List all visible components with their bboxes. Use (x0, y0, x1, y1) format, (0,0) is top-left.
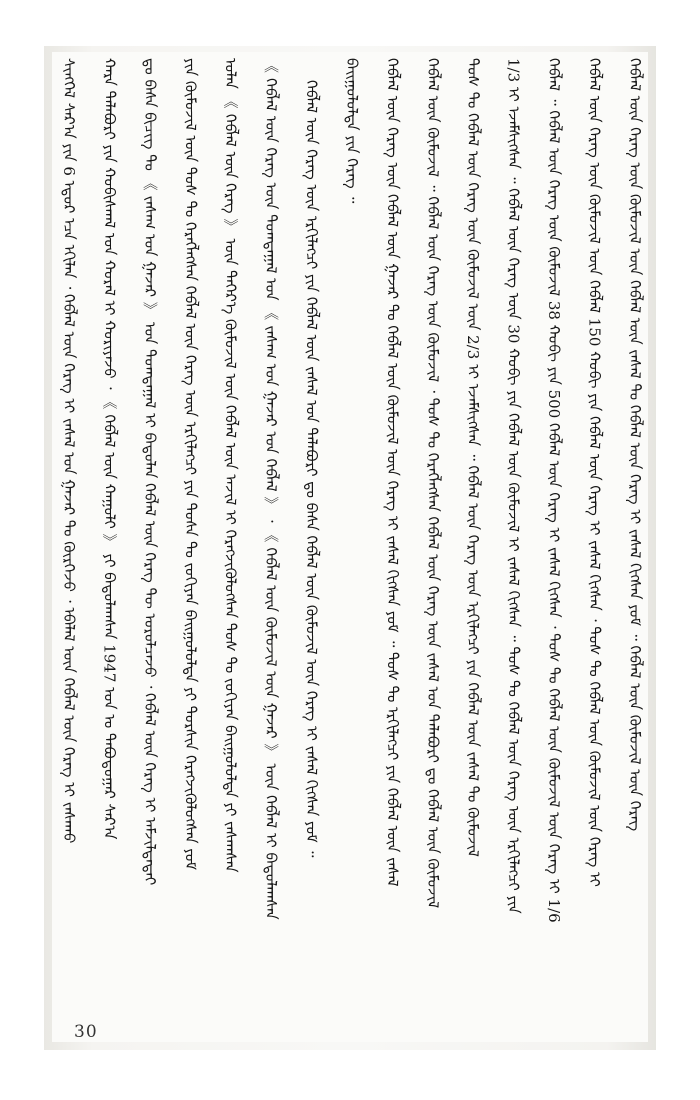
text-column-15: ᠬᠡᠪᠯᠡᠯ ᠦᠨ ᠬᠡᠷᠡᠭ ᠦᠨ ᠬᠦᠮᠦᠵᠢᠯ ᠦᠨ ᠬᠡᠪᠯᠡᠯ ᠦᠨ ᠵᠠᠰᠠᠯ ᠲᠤ ᠬᠡᠪᠯᠡᠯ ᠦᠨ ᠬᠡᠷᠡᠭ ᠢ ᠵᠠᠰᠠᠯ ᠬᠢᠭᠰᠡᠨ ᠶᠤᠮ ᠃ ᠬᠡᠪᠯᠡᠯ ᠦᠨ ᠬᠦᠮᠦᠵᠢᠯ ᠦᠨ ᠬᠡᠷᠡᠭ (625, 58, 644, 832)
text-column-10: ᠬᠡᠪᠯᠡᠯ ᠦᠨ ᠬᠦᠮᠦᠵᠢᠯ ᠃ ᠬᠡᠪᠯᠡᠯ ᠦᠨ ᠬᠡᠷᠡᠭ ᠦᠨ ᠬᠦᠮᠦᠵᠢᠯ ᠂ ᠲᠤᠰ ᠲᠤ ᠬᠡᠷᠡᠭᠯᠡᠭᠰᠡᠨ ᠬᠡᠪᠯᠡᠯ ᠦᠨ ᠬᠡᠷᠡᠭ ᠦᠨ ᠵᠠᠰᠠᠯ ᠤᠨ ᠲᠠᠯᠠᠪᠤᠷᠢ ᠳᠤ ᠬᠡᠪᠯᠡᠯ ᠦᠨ ᠬᠦᠮᠦᠵᠢᠯ (423, 58, 442, 909)
text-column-13: ᠬᠡᠪᠯᠡᠯ ᠃ ᠬᠡᠪᠯᠡᠯ ᠦᠨ ᠬᠡᠷᠡᠭ ᠦᠨ ᠬᠦᠮᠦᠵᠢᠯ 38 ᠬᠤᠪᠢ ᠶᠢᠨ 500 ᠬᠡᠪᠯᠡᠯ ᠦᠨ ᠬᠡᠷᠡᠭ ᠢ ᠵᠠᠰᠠᠯ ᠬᠢᠭᠰᠡᠨ ᠂ ᠲᠤᠰ ᠲᠤ ᠬᠡᠪᠯᠡᠯ ᠦᠨ ᠬᠦᠮᠦᠵᠢᠯ ᠦᠨ ᠬᠡᠷᠡᠭ ᠢ 1/6 (545, 58, 564, 923)
text-column-5: ᠣᠯᠠᠨ 《 ᠬᠡᠪᠯᠡᠯ ᠦᠨ ᠬᠡᠷᠡᠭ 》 ᠦᠨ ᠳᠡᠭᠡᠷ᠎ᠡ ᠬᠦᠮᠦᠵᠢᠯ ᠦᠨ ᠬᠡᠪᠯᠡᠯ ᠦᠨ ᠠᠵᠢᠯ ᠢ ᠬᠡᠷᠡᠭᠵᠢᠭᠦᠯᠦᠭᠰᠡᠨ ᠲᠤᠰ ᠲᠤ ᠵᠣᠬᠢᠶᠠᠨ ᠪᠠᠢᠭᠤᠯᠤᠯᠲᠠ ᠶᠢ ᠵᠠᠰᠠᠭᠰᠠᠨ (221, 58, 240, 873)
text-column-12: 1/3 ᠢ ᠡᠵᠡᠮᠰᠢᠭᠰᠡᠨ ᠃ ᠬᠡᠪᠯᠡᠯ ᠦᠨ ᠬᠡᠷᠡᠭ ᠦᠨ 30 ᠬᠤᠪᠢ ᠶᠢᠨ ᠬᠡᠪᠯᠡᠯ ᠦᠨ ᠬᠦᠮᠦᠵᠢᠯ ᠢ ᠵᠠᠰᠠᠯ ᠬᠢᠭᠰᠡᠨ ᠃ ᠲᠤᠰ ᠲᠤ ᠬᠡᠪᠯᠡᠯ ᠦᠨ ᠬᠡᠷᠡᠭ ᠦᠨ ᠡᠷᠬᠢᠯᠡᠭᠴᠢ ᠶᠢᠨ (504, 58, 523, 914)
text-column-4: ᠶᠢᠨ ᠬᠦᠮᠦᠵᠢᠯ ᠦᠨ ᠲᠤᠰ ᠲᠤ ᠬᠡᠷᠡᠭᠯᠡᠭᠰᠡᠨ ᠬᠡᠪᠯᠡᠯ ᠦᠨ ᠬᠡᠷᠡᠭ ᠦᠨ ᠡᠷᠬᠢᠯᠡᠭᠴᠢ ᠶᠢᠨ ᠲᠤᠰᠠ ᠲᠤ ᠵᠣᠬᠢᠶᠠᠨ ᠪᠠᠢᠭᠤᠯᠤᠯᠲᠠ ᠶᠢ ᠲᠤᠷᠰᠢᠨ ᠬᠡᠷᠡᠭᠵᠢᠭᠦᠯᠦᠭᠰᠡᠨ ᠶᠤᠮ (181, 58, 200, 871)
text-column-6: 《 ᠬᠡᠪᠯᠡᠯ ᠦᠨ ᠬᠡᠷᠡᠭ ᠦᠨ ᠲᠣᠭᠲᠠᠭᠠᠯ ᠤᠨ 《 ᠵᠠᠰᠠᠭ ᠤᠨ ᠭᠠᠵᠠᠷ ᠤᠨ ᠬᠡᠪᠯᠡᠯ 》 ᠂ 《 ᠬᠡᠪᠯᠡᠯ ᠦᠨ ᠬᠦᠮᠦᠵᠢᠯ ᠦᠨ ᠭᠠᠵᠠᠷ 》 ᠦᠨ ᠬᠡᠪᠯᠡᠯ ᠢ ᠪᠠᠲᠤᠯᠠᠭᠰᠠᠨ (262, 58, 281, 920)
text-column-3: ᠳᠤ ᠪᠠᠰᠠ ᠪᠢᠴᠢᠭ ᠲᠤ 《 ᠵᠠᠰᠠᠭ ᠤᠨ ᠭᠠᠵᠠᠷ 》 ᠤᠨ ᠲᠣᠭᠲᠠᠭᠠᠯ ᠢ ᠪᠠᠲᠤᠯᠠᠨ ᠬᠡᠪᠯᠡᠯ ᠦᠨ ᠬᠡᠷᠡᠭ ᠲᠦ ᠤᠷᠤᠯᠴᠠᠵᠤ ᠂ ᠬᠡᠪᠯᠡᠯ ᠦᠨ ᠬᠡᠷᠡᠭ ᠢ ᠠᠮᠵᠢᠯᠲᠠᠲᠠᠢ (140, 58, 159, 886)
text-column-2: ᠬᠠᠷᠠ ᠲᠠᠯᠠᠪᠤᠷᠢ ᠶᠢᠨ ᠬᠤᠪᠢᠰᠬᠠᠯ ᠤᠨ ᠬᠤᠷᠠᠯ ᠢ ᠬᠤᠷᠢᠶᠠᠵᠤ ᠂ 《 ᠬᠡᠪᠯᠡᠯ ᠦᠨ ᠬᠠᠭᠤᠯᠢ 》 ᠶᠢ ᠪᠠᠲᠤᠯᠠᠭᠰᠠᠨ 1947 ᠣᠨ ᠤ ᠲᠠᠪᠤᠳᠤᠭᠠᠷ ᠰᠠᠷ᠎ᠠ (100, 58, 119, 840)
text-column-14: ᠬᠡᠪᠯᠡᠯ ᠦᠨ ᠬᠡᠷᠡᠭ ᠦᠨ ᠬᠦᠮᠦᠵᠢᠯ ᠦᠨ ᠬᠡᠪᠯᠡᠯ 150 ᠬᠤᠪᠢ ᠶᠢᠨ ᠬᠡᠪᠯᠡᠯ ᠦᠨ ᠬᠡᠷᠡᠭ ᠢ ᠵᠠᠰᠠᠯ ᠬᠢᠭᠰᠡᠨ ᠂ ᠲᠤᠰ ᠲᠤ ᠬᠡᠪᠯᠡᠯ ᠦᠨ ᠬᠦᠮᠦᠵᠢᠯ ᠦᠨ ᠬᠡᠷᠡᠭ ᠢ (585, 58, 604, 887)
text-column-1: ᠰᠢᠩᠬᠡᠯ ᠰᠠᠷ᠎ᠠ ᠶᠢᠨ 6 ᠡᠳᠦᠷ ᠡᠴᠡ ᠡᠬᠢᠯᠡᠨ ᠂ ᠬᠡᠪᠯᠡᠯ ᠦᠨ ᠬᠡᠷᠡᠭ ᠢ ᠵᠠᠰᠠᠯ ᠤᠨ ᠭᠠᠵᠠᠷ ᠲᠤ ᠬᠦᠷᠭᠡᠵᠦ ᠂ ᠡᠪᠡᠯᠡᠯ ᠦᠨ ᠬᠡᠪᠯᠡᠯ ᠦᠨ ᠬᠡᠷᠡᠭ ᠢ ᠵᠠᠰᠠᠬᠤ (60, 58, 78, 844)
page-number: 30 (74, 1022, 98, 1042)
text-column-9: ᠬᠡᠪᠯᠡᠯ ᠦᠨ ᠬᠡᠷᠡᠭ ᠦᠨ ᠬᠡᠪᠯᠡᠯ ᠦᠨ ᠭᠠᠵᠠᠷ ᠲᠤ ᠬᠡᠪᠯᠡᠯ ᠦᠨ ᠬᠦᠮᠦᠵᠢᠯ ᠦᠨ ᠬᠡᠷᠡᠭ ᠢ ᠵᠠᠰᠠᠯ ᠬᠢᠭᠰᠡᠨ ᠶᠤᠮ ᠃ ᠲᠤᠰ ᠲᠤ ᠡᠷᠬᠢᠯᠡᠭᠴᠢ ᠶᠢᠨ ᠬᠡᠪᠯᠡᠯ ᠦᠨ ᠵᠠᠰᠠᠯ (383, 58, 402, 887)
text-column-7: ᠬᠡᠪᠯᠡᠯ ᠦᠨ ᠬᠡᠷᠡᠭ ᠦᠨ ᠡᠷᠬᠢᠯᠡᠭᠴᠢ ᠶᠢᠨ ᠬᠡᠪᠯᠡᠯ ᠦᠨ ᠵᠠᠰᠠᠯ ᠤᠨ ᠲᠠᠯᠠᠪᠤᠷᠢ ᠳᠤ ᠪᠠᠰᠠ ᠬᠡᠪᠯᠡᠯ ᠦᠨ ᠬᠦᠮᠦᠵᠢᠯ ᠦᠨ ᠬᠡᠷᠡᠭ ᠢ ᠵᠠᠰᠠᠯ ᠬᠢᠭᠰᠡᠨ ᠶᠤᠮ ᠃ (302, 80, 321, 858)
text-column-8: ᠪᠠᠢᠭᠤᠯᠤᠯᠲᠠ ᠶᠢᠨ ᠬᠡᠷᠡᠭ ᠃ (342, 58, 361, 204)
vertical-text-block (58, 58, 646, 1010)
text-column-11: ᠲᠤᠰ ᠲᠤ ᠬᠡᠪᠯᠡᠯ ᠦᠨ ᠬᠡᠷᠡᠭ ᠦᠨ ᠬᠦᠮᠦᠵᠢᠯ ᠦᠨ 2/3 ᠢ ᠡᠵᠡᠮᠰᠢᠭᠰᠡᠨ ᠃ ᠬᠡᠪᠯᠡᠯ ᠦᠨ ᠬᠡᠷᠡᠭ ᠦᠨ ᠡᠷᠬᠢᠯᠡᠭᠴᠢ ᠶᠢᠨ ᠬᠡᠪᠯᠡᠯ ᠦᠨ ᠵᠠᠰᠠᠯ ᠲᠤ ᠬᠦᠮᠦᠵᠢᠯ (464, 58, 483, 857)
